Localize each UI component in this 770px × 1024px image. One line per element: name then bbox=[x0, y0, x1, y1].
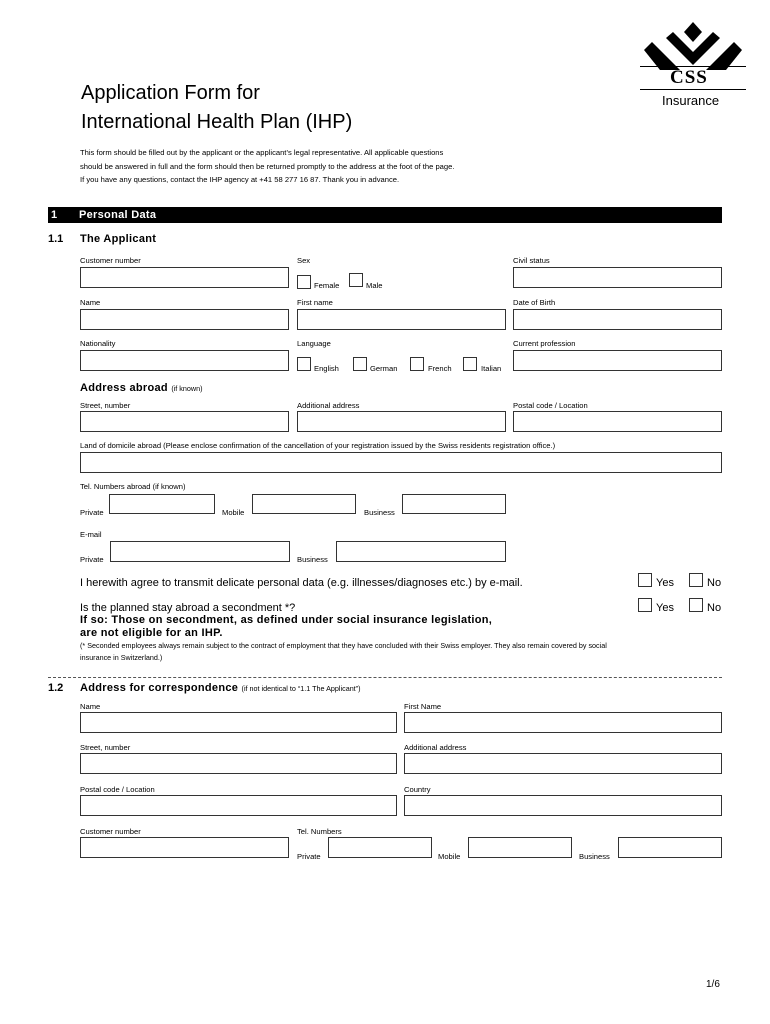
corr-first-name-label: First Name bbox=[404, 702, 442, 711]
private-email-label: Private bbox=[80, 555, 104, 564]
corr-customer-number-field[interactable] bbox=[80, 837, 289, 858]
private-tel-field[interactable] bbox=[109, 494, 215, 514]
intro-line: This form should be filled out by the applicant or the applicant’s legal representative. All applicable questions bbox=[80, 148, 444, 157]
corr-business-field[interactable] bbox=[618, 837, 722, 858]
secondment-yes-checkbox[interactable] bbox=[638, 598, 652, 612]
corr-additional-label: Additional address bbox=[404, 743, 467, 752]
dob-label: Date of Birth bbox=[513, 298, 556, 307]
consent-no-label: No bbox=[707, 577, 722, 589]
postal-field[interactable] bbox=[513, 411, 722, 432]
french-label: French bbox=[428, 364, 452, 373]
domicile-label: Land of domicile abroad (Please enclose confirmation of the cancellation of your registration issued by the Swiss residents registration office.) bbox=[80, 441, 556, 450]
first-name-field[interactable] bbox=[297, 309, 506, 330]
intro-line: If you have any questions, contact the IHP agency at +41 58 277 16 87. Thank you in advance. bbox=[80, 175, 400, 184]
name-field[interactable] bbox=[80, 309, 289, 330]
title-line-2: International Health Plan (IHP) bbox=[81, 111, 353, 133]
business-tel-label: Business bbox=[364, 508, 395, 517]
nationality-label: Nationality bbox=[80, 339, 116, 348]
address-abroad-heading bbox=[80, 382, 202, 394]
corr-postal-field[interactable] bbox=[80, 795, 397, 816]
css-logo-icon bbox=[640, 20, 746, 72]
profession-label: Current profession bbox=[513, 339, 576, 348]
additional-address-field[interactable] bbox=[297, 411, 506, 432]
secondment-warning-2: are not eligible for an IHP. bbox=[80, 627, 223, 639]
additional-address-label: Additional address bbox=[297, 401, 360, 410]
corr-postal-label: Postal code / Location bbox=[80, 785, 155, 794]
customer-number-label: Customer number bbox=[80, 256, 141, 265]
section-divider bbox=[48, 677, 722, 678]
italian-checkbox[interactable] bbox=[463, 357, 477, 371]
section-title: Personal Data bbox=[79, 209, 157, 221]
note-line: (* Seconded employees always remain subject to the contract of employment that they have concluded with their Swiss employer. They also remain covered by social bbox=[80, 641, 607, 650]
corr-mobile-field[interactable] bbox=[468, 837, 572, 858]
civil-status-field[interactable] bbox=[513, 267, 722, 288]
corr-additional-field[interactable] bbox=[404, 753, 722, 774]
secondment-no-checkbox[interactable] bbox=[689, 598, 703, 612]
corr-business-label: Business bbox=[579, 852, 610, 861]
corr-first-name-field[interactable] bbox=[404, 712, 722, 733]
name-label: Name bbox=[80, 298, 101, 307]
german-label: German bbox=[370, 364, 398, 373]
css-logo bbox=[640, 20, 746, 112]
secondment-note bbox=[80, 640, 607, 664]
female-label: Female bbox=[314, 281, 340, 290]
first-name-label: First name bbox=[297, 298, 333, 307]
private-email-field[interactable] bbox=[110, 541, 290, 562]
email-label: E-mail bbox=[80, 530, 102, 539]
corr-name-label: Name bbox=[80, 702, 101, 711]
email-consent-question: I herewith agree to transmit delicate personal data (e.g. illnesses/diagnoses etc.) by e-mail. bbox=[80, 577, 523, 589]
female-checkbox[interactable] bbox=[297, 275, 311, 289]
domicile-field[interactable] bbox=[80, 452, 722, 473]
note-line: insurance in Switzerland.) bbox=[80, 653, 163, 662]
section-number: 1 bbox=[51, 209, 58, 221]
corr-street-field[interactable] bbox=[80, 753, 397, 774]
profession-field[interactable] bbox=[513, 350, 722, 371]
french-checkbox[interactable] bbox=[410, 357, 424, 371]
correspondence-heading bbox=[80, 682, 360, 694]
secondment-no-label: No bbox=[707, 602, 722, 614]
english-checkbox[interactable] bbox=[297, 357, 311, 371]
italian-label: Italian bbox=[481, 364, 502, 373]
male-label: Male bbox=[366, 281, 383, 290]
page-number: 1/6 bbox=[706, 979, 720, 990]
title-line-1: Application Form for bbox=[81, 82, 260, 104]
business-tel-field[interactable] bbox=[402, 494, 506, 514]
corr-country-field[interactable] bbox=[404, 795, 722, 816]
subsection-title: The Applicant bbox=[80, 233, 157, 245]
intro-text bbox=[80, 146, 550, 187]
street-label: Street, number bbox=[80, 401, 131, 410]
subsection-number: 1.1 bbox=[48, 233, 64, 245]
subsection-number: 1.2 bbox=[48, 682, 64, 694]
private-tel-label: Private bbox=[80, 508, 104, 517]
male-checkbox[interactable] bbox=[349, 273, 363, 287]
corr-mobile-label: Mobile bbox=[438, 852, 461, 861]
street-field[interactable] bbox=[80, 411, 289, 432]
business-email-field[interactable] bbox=[336, 541, 506, 562]
consent-no-checkbox[interactable] bbox=[689, 573, 703, 587]
corr-street-label: Street, number bbox=[80, 743, 131, 752]
logo-sub: Insurance bbox=[662, 93, 720, 108]
english-label: English bbox=[314, 364, 339, 373]
civil-status-label: Civil status bbox=[513, 256, 550, 265]
corr-customer-number-label: Customer number bbox=[80, 827, 141, 836]
secondment-question: Is the planned stay abroad a secondment *? bbox=[80, 602, 296, 614]
sex-label: Sex bbox=[297, 256, 311, 265]
secondment-warning-1: If so: Those on secondment, as defined under social insurance legislation, bbox=[80, 614, 493, 626]
address-abroad-title: Address abroad bbox=[80, 382, 168, 394]
postal-label: Postal code / Location bbox=[513, 401, 588, 410]
page-title bbox=[81, 79, 352, 137]
consent-yes-label: Yes bbox=[656, 577, 674, 589]
correspondence-title: Address for correspondence bbox=[80, 682, 239, 694]
nationality-field[interactable] bbox=[80, 350, 289, 371]
logo-name: CSS bbox=[670, 67, 708, 88]
corr-tel-label: Tel. Numbers bbox=[297, 827, 342, 836]
mobile-tel-label: Mobile bbox=[222, 508, 245, 517]
consent-yes-checkbox[interactable] bbox=[638, 573, 652, 587]
corr-private-label: Private bbox=[297, 852, 321, 861]
secondment-yes-label: Yes bbox=[656, 602, 674, 614]
german-checkbox[interactable] bbox=[353, 357, 367, 371]
language-label: Language bbox=[297, 339, 331, 348]
intro-line: should be answered in full and the form should then be returned promptly to the address at the foot of the page. bbox=[80, 161, 455, 171]
mobile-tel-field[interactable] bbox=[252, 494, 356, 514]
section-header-personal-data bbox=[48, 207, 722, 223]
corr-name-field[interactable] bbox=[80, 712, 397, 733]
customer-number-field[interactable] bbox=[80, 267, 289, 288]
correspondence-note: (if not identical to “1.1 The Applicant”) bbox=[241, 684, 361, 693]
corr-private-field[interactable] bbox=[328, 837, 432, 858]
business-email-label: Business bbox=[297, 555, 328, 564]
corr-country-label: Country bbox=[404, 785, 431, 794]
dob-field[interactable] bbox=[513, 309, 722, 330]
if-known-note: (if known) bbox=[171, 384, 203, 393]
tel-abroad-label: Tel. Numbers abroad (if known) bbox=[80, 482, 186, 491]
